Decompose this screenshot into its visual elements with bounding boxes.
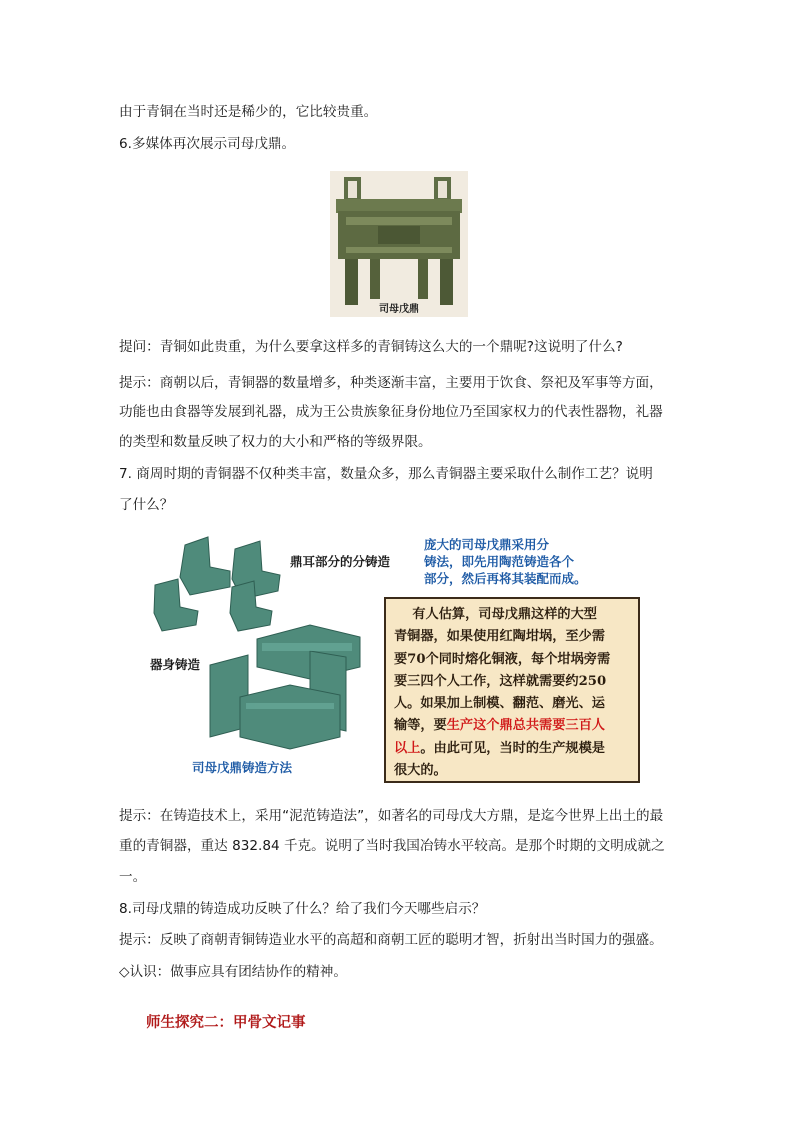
estimation-text-box bbox=[384, 597, 640, 783]
casting-method-label: 司母戊鼎铸造方法 bbox=[192, 760, 293, 775]
text-line-4: 提示：商朝以后，青铜器的数量增多，种类逐渐丰富，主要用于饮食、祭祀及军事等方面， bbox=[119, 375, 663, 391]
box-text-start: 有人估算，司母戊鼎这样的大型 青铜器，如果使用红陶坩埚，至少需 要70个同时熔化铜液，每个坩埚旁需 要三四个人工作，这样就需要约250 人。如果加上制模、翻范、磨光、运 输等，要 bbox=[394, 607, 611, 734]
box-text-highlight: 生产这个鼎总共需要三百人 以上 bbox=[394, 718, 605, 756]
text-line-14: ◇认识：做事应具有团结协作的精神。 bbox=[119, 964, 347, 980]
text-line-7: 7. 商周时期的青铜器不仅种类丰富，数量众多，那么青铜器主要采取什么制作工艺？说明 bbox=[119, 466, 653, 482]
text-line-11: 一。 bbox=[119, 869, 147, 885]
text-line-13: 提示：反映了商朝青铜铸造业水平的高超和商朝工匠的聪明才智，折射出当时国力的强盛。 bbox=[119, 932, 663, 948]
text-line-5: 功能也由食器等发展到礼器，成为王公贵族象征身份地位乃至国家权力的代表性器物，礼器 bbox=[119, 404, 663, 420]
text-line-9: 提示：在铸造技术上，采用“泥范铸造法”，如著名的司母戊大方鼎，是迄今世界上出土的最 bbox=[119, 808, 664, 824]
figure-1-caption: 司母戊鼎 bbox=[379, 304, 419, 315]
text-line-3: 提问：青铜如此贵重，为什么要拿这样多的青铜铸这么大的一个鼎呢?这说明了什么? bbox=[119, 339, 623, 355]
text-line-1: 由于青铜在当时还是稀少的，它比较贵重。 bbox=[119, 104, 378, 120]
section-title: 师生探究二：甲骨文记事 bbox=[146, 1014, 306, 1031]
text-line-6: 的类型和数量反映了权力的大小和严格的等级界限。 bbox=[119, 434, 432, 450]
box-text-end: 。由此可见，当时的生产规模是 很大的。 bbox=[394, 740, 605, 779]
text-line-12: 8.司母戊鼎的铸造成功反映了什么？给了我们今天哪些启示？ bbox=[119, 901, 486, 917]
split-casting-caption: 庞大的司母戊鼎采用分 铸法，即先用陶范铸造各个 部分，然后再将其装配而成。 bbox=[424, 537, 587, 586]
text-line-10: 重的青铜器，重达 832.84 千克。说明了当时我国冶铸水平较高。是那个时期的文明成就之 bbox=[119, 838, 665, 854]
ear-casting-label: 鼎耳部分的分铸造 bbox=[290, 554, 391, 569]
text-line-8: 了什么？ bbox=[119, 497, 174, 513]
body-casting-label: 器身铸造 bbox=[150, 657, 201, 672]
simuwu-ding-image bbox=[330, 171, 468, 317]
text-line-2: 6.多媒体再次展示司母戊鼎。 bbox=[119, 136, 296, 152]
